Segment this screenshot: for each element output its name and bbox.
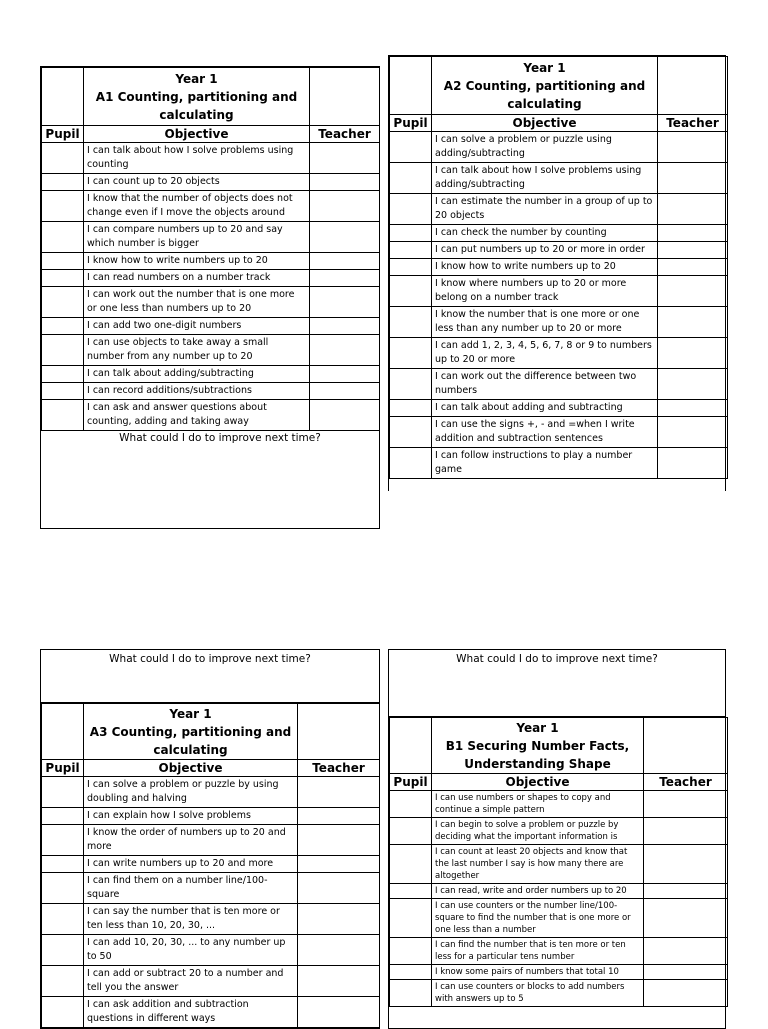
sheet-b1 [388, 649, 726, 1029]
objective-text: I can begin to solve a problem or puzzle by deciding what the important information is [432, 818, 644, 845]
objective-row [390, 980, 728, 1007]
objective-text: I know how to write numbers up to 20 [432, 259, 658, 276]
objective-text: I can add or subtract 20 to a number and tell you the answer [84, 966, 298, 997]
objective-text: I can use objects to take away a small number from any number up to 20 [84, 335, 310, 366]
pupil-cell[interactable] [42, 191, 84, 222]
objective-text: I can use counters or the number line/100-square to find the number that is one more or one less than a number [432, 899, 644, 938]
objective-text: I can count up to 20 objects [84, 174, 310, 191]
pupil-cell[interactable] [42, 174, 84, 191]
objective-text: I can add 1, 2, 3, 4, 5, 6, 7, 8 or 9 to numbers up to 20 or more [432, 338, 658, 369]
improve-note: What could I do to improve next time? [389, 650, 725, 717]
objective-text: I can add two one-digit numbers [84, 318, 310, 335]
teacher-cell[interactable] [658, 307, 728, 338]
pupil-cell[interactable] [42, 222, 84, 253]
pupil-cell[interactable] [390, 965, 432, 980]
improve-note: What could I do to improve next time? [41, 650, 379, 703]
objective-text: I can explain how I solve problems [84, 808, 298, 825]
objective-row [390, 259, 728, 276]
pupil-cell[interactable] [390, 338, 432, 369]
objective-text: I can add 10, 20, 30, ... to any number up to 50 [84, 935, 298, 966]
objective-row [390, 242, 728, 259]
pupil-cell[interactable] [390, 276, 432, 307]
objective-row [42, 966, 380, 997]
objective-text: I know that the number of objects does not change even if I move the objects around [84, 191, 310, 222]
pupil-cell[interactable] [42, 253, 84, 270]
objective-row [390, 307, 728, 338]
teacher-cell[interactable] [310, 253, 380, 270]
pupil-cell[interactable] [390, 884, 432, 899]
teacher-cell[interactable] [658, 338, 728, 369]
a1-title: Year 1 A1 Counting, partitioning and calculating [84, 68, 310, 126]
teacher-cell[interactable] [298, 997, 380, 1028]
objective-text: I can read, write and order numbers up to 20 [432, 884, 644, 899]
objective-text: I can talk about how I solve problems using adding/subtracting [432, 163, 658, 194]
pupil-cell[interactable] [390, 242, 432, 259]
teacher-cell[interactable] [310, 143, 380, 174]
b1-title: Year 1 B1 Securing Number Facts, Understanding Shape [432, 718, 644, 774]
pupil-cell[interactable] [390, 417, 432, 448]
teacher-cell[interactable] [310, 318, 380, 335]
teacher-cell[interactable] [298, 777, 380, 808]
teacher-header: Teacher [644, 774, 728, 791]
teacher-cell[interactable] [298, 935, 380, 966]
teacher-cell[interactable] [658, 194, 728, 225]
objective-row [42, 287, 380, 318]
objective-row [390, 276, 728, 307]
objective-row [42, 873, 380, 904]
pupil-header: Pupil [390, 115, 432, 132]
teacher-cell[interactable] [658, 448, 728, 479]
teacher-cell[interactable] [310, 191, 380, 222]
pupil-cell[interactable] [42, 335, 84, 366]
objective-text: I can use numbers or shapes to copy and continue a simple pattern [432, 791, 644, 818]
teacher-cell[interactable] [298, 825, 380, 856]
objective-header: Objective [84, 126, 310, 143]
objective-row [42, 383, 380, 400]
teacher-cell[interactable] [310, 400, 380, 431]
teacher-cell[interactable] [644, 965, 728, 980]
pupil-cell[interactable] [390, 448, 432, 479]
pupil-cell[interactable] [390, 818, 432, 845]
objective-row [390, 400, 728, 417]
objective-row [390, 791, 728, 818]
teacher-cell[interactable] [658, 369, 728, 400]
objective-text: I can estimate the number in a group of up to 20 objects [432, 194, 658, 225]
teacher-cell[interactable] [658, 242, 728, 259]
objective-text: I can count at least 20 objects and know that the last number I say is how many there are altogether [432, 845, 644, 884]
objective-row [42, 222, 380, 253]
objective-text: I can talk about adding and subtracting [432, 400, 658, 417]
objective-row [42, 904, 380, 935]
objective-text: I can use the signs +, - and =when I write addition and subtraction sentences [432, 417, 658, 448]
objective-row [42, 856, 380, 873]
pupil-cell[interactable] [42, 825, 84, 856]
teacher-cell[interactable] [658, 163, 728, 194]
teacher-cell[interactable] [644, 884, 728, 899]
pupil-cell[interactable] [390, 899, 432, 938]
pupil-header: Pupil [390, 774, 432, 791]
teacher-header: Teacher [310, 126, 380, 143]
teacher-cell[interactable] [644, 938, 728, 965]
objective-text: I can work out the number that is one more or one less than numbers up to 20 [84, 287, 310, 318]
pupil-cell[interactable] [390, 225, 432, 242]
objective-text: I can put numbers up to 20 or more in order [432, 242, 658, 259]
objective-text: I can write numbers up to 20 and more [84, 856, 298, 873]
objective-text: I can solve a problem or puzzle using adding/subtracting [432, 132, 658, 163]
objective-text: I can work out the difference between two numbers [432, 369, 658, 400]
pupil-cell[interactable] [390, 194, 432, 225]
pupil-cell[interactable] [42, 400, 84, 431]
objective-text: I can solve a problem or puzzle by using doubling and halving [84, 777, 298, 808]
sheet-a1 [40, 66, 380, 529]
objective-text: I can ask addition and subtraction questions in different ways [84, 997, 298, 1028]
objective-text: I know the order of numbers up to 20 and more [84, 825, 298, 856]
objective-row [390, 845, 728, 884]
pupil-cell[interactable] [390, 845, 432, 884]
objective-text: I can follow instructions to play a number game [432, 448, 658, 479]
objective-row [390, 448, 728, 479]
pupil-cell[interactable] [42, 873, 84, 904]
teacher-cell[interactable] [644, 818, 728, 845]
a2-title: Year 1 A2 Counting, partitioning and calculating [432, 57, 658, 115]
objective-row [390, 225, 728, 242]
teacher-cell[interactable] [658, 400, 728, 417]
pupil-cell[interactable] [390, 307, 432, 338]
objective-row [42, 400, 380, 431]
a3-title: Year 1 A3 Counting, partitioning and calculating [84, 704, 298, 760]
objective-row [390, 194, 728, 225]
teacher-cell[interactable] [298, 856, 380, 873]
objective-text: I can find the number that is ten more or ten less for a particular tens number [432, 938, 644, 965]
pupil-cell[interactable] [42, 143, 84, 174]
a3-table [41, 703, 380, 1028]
objective-row [390, 965, 728, 980]
teacher-cell[interactable] [310, 366, 380, 383]
pupil-cell[interactable] [390, 259, 432, 276]
sheet-a2 [388, 55, 726, 491]
objective-text: I know where numbers up to 20 or more belong on a number track [432, 276, 658, 307]
objective-header: Objective [432, 115, 658, 132]
teacher-cell[interactable] [310, 174, 380, 191]
teacher-cell[interactable] [644, 980, 728, 1007]
teacher-cell[interactable] [310, 287, 380, 318]
objective-row [42, 777, 380, 808]
teacher-cell[interactable] [658, 132, 728, 163]
objective-text: I can talk about how I solve problems using counting [84, 143, 310, 174]
objective-row [390, 818, 728, 845]
teacher-header: Teacher [298, 760, 380, 777]
teacher-cell[interactable] [644, 791, 728, 818]
teacher-cell[interactable] [658, 225, 728, 242]
teacher-cell[interactable] [310, 222, 380, 253]
teacher-cell[interactable] [658, 259, 728, 276]
pupil-cell[interactable] [42, 966, 84, 997]
objective-row [42, 366, 380, 383]
objective-text: I can say the number that is ten more or ten less than 10, 20, 30, ... [84, 904, 298, 935]
objective-row [390, 899, 728, 938]
pupil-cell[interactable] [390, 980, 432, 1007]
pupil-header: Pupil [42, 126, 84, 143]
teacher-cell[interactable] [298, 966, 380, 997]
objective-row [42, 270, 380, 287]
objective-text: I can compare numbers up to 20 and say which number is bigger [84, 222, 310, 253]
pupil-cell[interactable] [390, 938, 432, 965]
improve-note: What could I do to improve next time? [119, 432, 321, 444]
objective-row [390, 884, 728, 899]
pupil-cell[interactable] [42, 997, 84, 1028]
pupil-header: Pupil [42, 760, 84, 777]
b1-table [389, 717, 728, 1007]
pupil-cell[interactable] [42, 366, 84, 383]
teacher-cell[interactable] [644, 899, 728, 938]
objective-row [42, 935, 380, 966]
teacher-cell[interactable] [298, 808, 380, 825]
objective-row [390, 338, 728, 369]
a2-table [389, 56, 728, 479]
objective-row [42, 191, 380, 222]
pupil-cell[interactable] [390, 791, 432, 818]
objective-row [42, 253, 380, 270]
objective-row [390, 938, 728, 965]
a1-table [41, 67, 380, 431]
objective-row [390, 163, 728, 194]
teacher-cell[interactable] [298, 873, 380, 904]
objective-text: I can record additions/subtractions [84, 383, 310, 400]
objective-row [390, 417, 728, 448]
pupil-cell[interactable] [42, 935, 84, 966]
pupil-cell[interactable] [390, 400, 432, 417]
pupil-cell[interactable] [42, 808, 84, 825]
objective-row [42, 143, 380, 174]
objective-text: I can use counters or blocks to add numbers with answers up to 5 [432, 980, 644, 1007]
pupil-cell[interactable] [42, 318, 84, 335]
objective-row [42, 825, 380, 856]
pupil-cell[interactable] [390, 132, 432, 163]
objective-text: I can check the number by counting [432, 225, 658, 242]
teacher-cell[interactable] [658, 417, 728, 448]
objective-header: Objective [432, 774, 644, 791]
objective-row [42, 997, 380, 1028]
pupil-cell[interactable] [42, 287, 84, 318]
teacher-cell[interactable] [298, 904, 380, 935]
teacher-cell[interactable] [310, 383, 380, 400]
objective-row [42, 318, 380, 335]
objective-row [42, 335, 380, 366]
objective-text: I know the number that is one more or one less than any number up to 20 or more [432, 307, 658, 338]
objective-header: Objective [84, 760, 298, 777]
pupil-cell[interactable] [390, 163, 432, 194]
objective-text: I can talk about adding/subtracting [84, 366, 310, 383]
objective-text: I know some pairs of numbers that total 10 [432, 965, 644, 980]
pupil-cell[interactable] [42, 777, 84, 808]
objective-text: I know how to write numbers up to 20 [84, 253, 310, 270]
objective-text: I can read numbers on a number track [84, 270, 310, 287]
objective-row [42, 808, 380, 825]
objective-row [390, 132, 728, 163]
pupil-cell[interactable] [42, 383, 84, 400]
teacher-header: Teacher [658, 115, 728, 132]
pupil-cell[interactable] [390, 369, 432, 400]
teacher-cell[interactable] [658, 276, 728, 307]
objective-text: I can ask and answer questions about counting, adding and taking away [84, 400, 310, 431]
teacher-cell[interactable] [310, 270, 380, 287]
objective-text: I can find them on a number line/100-square [84, 873, 298, 904]
teacher-cell[interactable] [310, 335, 380, 366]
pupil-cell[interactable] [42, 270, 84, 287]
sheet-a3 [40, 649, 380, 1029]
teacher-cell[interactable] [644, 845, 728, 884]
pupil-cell[interactable] [42, 856, 84, 873]
pupil-cell[interactable] [42, 904, 84, 935]
objective-row [390, 369, 728, 400]
objective-row [42, 174, 380, 191]
